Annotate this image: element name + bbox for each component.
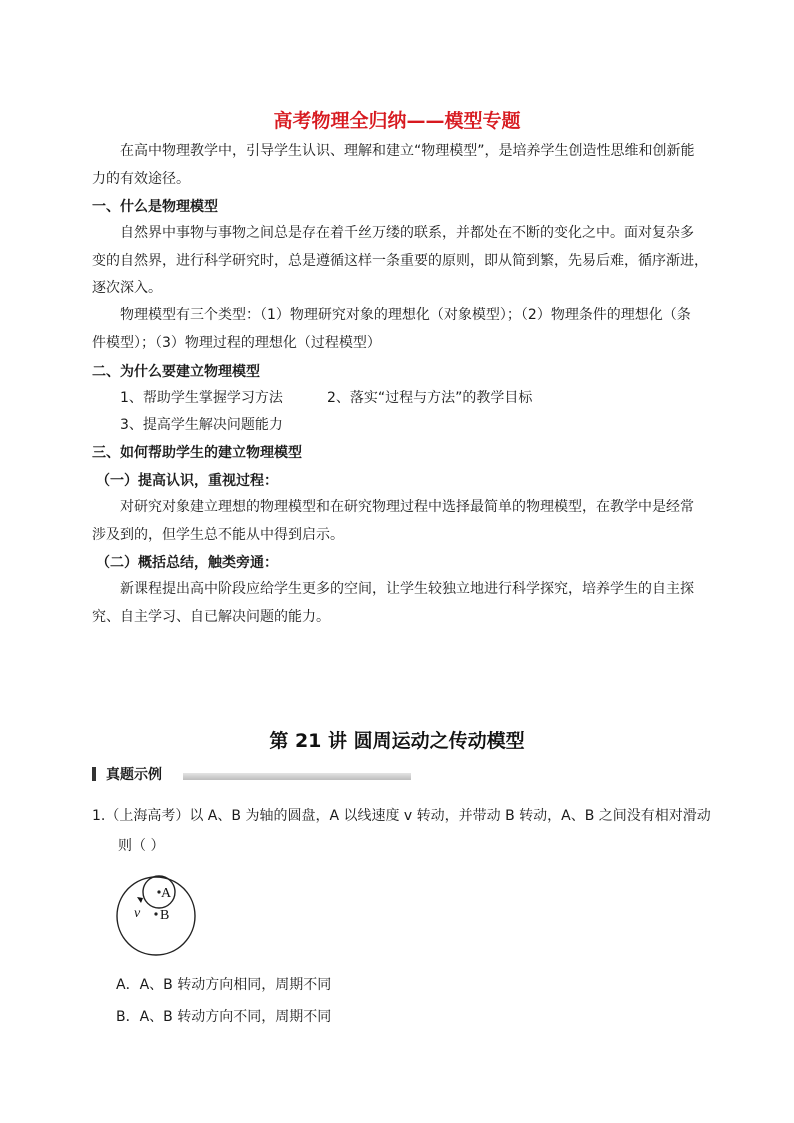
section-label-text: 真题示例 bbox=[106, 767, 162, 783]
subsection-1-paragraph bbox=[92, 494, 712, 549]
subsection-2-heading: （二）概括总结，触类旁通： bbox=[96, 555, 278, 571]
axis-a-label: A bbox=[161, 886, 172, 901]
paragraph-line: 新课程提出高中阶段应给学生更多的空间，让学生较独立地进行科学探究，培养学生的自主探 bbox=[120, 581, 694, 597]
answer-option-b[interactable]: B．A、B 转动方向不同，周期不同 bbox=[116, 1009, 332, 1025]
section-3-heading: 三、如何帮助学生的建立物理模型 bbox=[92, 445, 302, 461]
section-2-heading: 二、为什么要建立物理模型 bbox=[92, 364, 260, 380]
subsection-1-heading: （一）提高认识，重视过程： bbox=[96, 473, 278, 489]
lecture-title: 第 21 讲 圆周运动之传动模型 bbox=[269, 730, 525, 752]
subsection-2-paragraph bbox=[92, 576, 712, 631]
velocity-label: v bbox=[134, 906, 141, 921]
intro-line: 在高中物理教学中，引导学生认识、理解和建立“物理模型”，是培养学生创造性思维和创新能 bbox=[120, 143, 695, 159]
paragraph-line: 逐次深入。 bbox=[92, 280, 162, 296]
section-2-item: 3、提高学生解决问题能力 bbox=[120, 417, 283, 433]
section-1-heading: 一、什么是物理模型 bbox=[92, 199, 218, 215]
velocity-arrow-icon bbox=[137, 897, 143, 903]
section-2-item: 1、帮助学生掌握学习方法 bbox=[120, 390, 283, 406]
paragraph-line: 涉及到的，但学生总不能从中得到启示。 bbox=[92, 526, 344, 543]
paragraph-line: 究、自主学习、自已解决问题的能力。 bbox=[92, 608, 330, 625]
axis-b-dot bbox=[154, 912, 157, 915]
axis-b-label: B bbox=[160, 908, 170, 923]
question-stem-continued: 则（ ） bbox=[118, 838, 165, 854]
section-2-item: 2、落实“过程与方法”的教学目标 bbox=[327, 390, 533, 406]
paragraph-line: 件模型）；（3）物理过程的理想化（过程模型） bbox=[92, 334, 381, 351]
question-stem: 1.（上海高考）以 A、B 为轴的圆盘，A 以线速度 v 转动，并带动 B 转动，A、B 之间没有相对滑动 bbox=[92, 808, 711, 824]
paragraph-line: 物理模型有三个类型：（1）物理研究对象的理想化（对象模型）；（2）物理条件的理想化（条 bbox=[120, 307, 691, 323]
paragraph-line: 变的自然界，进行科学研究时，总是遵循这样一条重要的原则，即从简到繁，先易后难，循序渐进， bbox=[92, 252, 708, 269]
section-rule bbox=[183, 773, 411, 780]
document-title: 高考物理全归纳——模型专题 bbox=[273, 110, 521, 132]
answer-option-a[interactable]: A．A、B 转动方向相同，周期不同 bbox=[116, 977, 332, 993]
intro-paragraph bbox=[92, 138, 712, 193]
intro-line: 力的有效途径。 bbox=[92, 170, 190, 187]
section-marker-bar bbox=[92, 767, 96, 781]
circular-disks-figure bbox=[112, 872, 202, 962]
section-1-paragraph-1 bbox=[92, 220, 712, 303]
paragraph-line: 对研究对象建立理想的物理模型和在研究物理过程中选择最简单的物理模型，在教学中是经常 bbox=[120, 499, 694, 515]
section-1-paragraph-2 bbox=[92, 302, 712, 357]
section-label bbox=[92, 764, 162, 784]
paragraph-line: 自然界中事物与事物之间总是存在着千丝万缕的联系，并都处在不断的变化之中。面对复杂多 bbox=[120, 225, 694, 241]
disk-b-circle bbox=[117, 877, 195, 955]
